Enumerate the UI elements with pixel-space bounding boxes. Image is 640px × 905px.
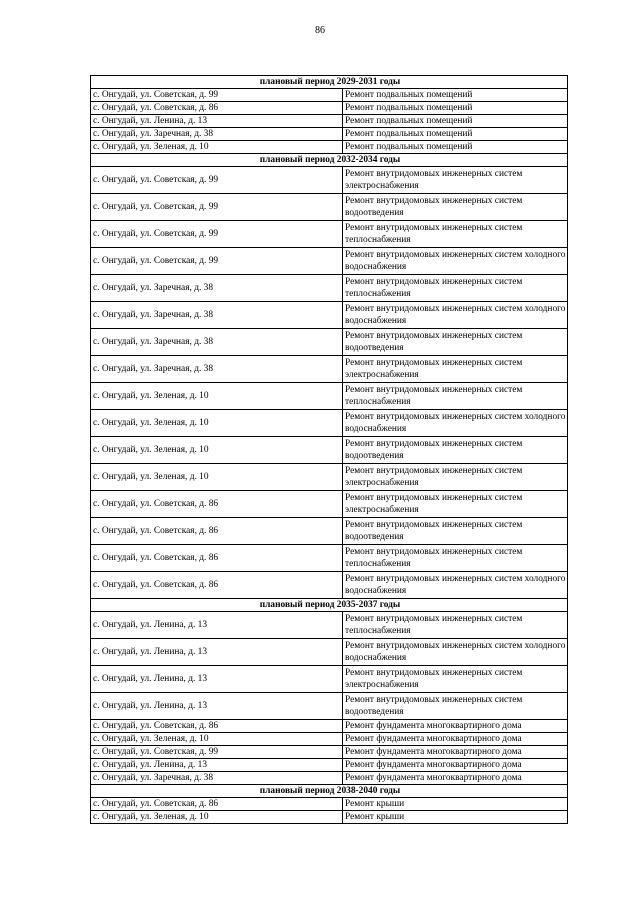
address-cell: с. Онгудай, ул. Зеленая, д. 10 — [91, 141, 343, 154]
table-row — [91, 572, 568, 599]
table-row — [91, 733, 568, 746]
address-cell: с. Онгудай, ул. Советская, д. 99 — [91, 221, 343, 248]
table-row — [91, 383, 568, 410]
table-row — [91, 545, 568, 572]
table-row — [91, 89, 568, 102]
address-cell: с. Онгудай, ул. Советская, д. 99 — [91, 248, 343, 275]
address-cell: с. Онгудай, ул. Зеленая, д. 10 — [91, 383, 343, 410]
table-row — [91, 746, 568, 759]
work-type-cell: Ремонт подвальных помещений — [343, 102, 568, 115]
address-cell: с. Онгудай, ул. Советская, д. 99 — [91, 167, 343, 194]
period-header-row — [91, 599, 568, 612]
table-row — [91, 275, 568, 302]
table-row — [91, 666, 568, 693]
work-type-cell: Ремонт внутридомовых инженерных систем водоотведения — [343, 693, 568, 720]
work-type-cell: Ремонт фундамента многоквартирного дома — [343, 720, 568, 733]
address-cell: с. Онгудай, ул. Ленина, д. 13 — [91, 115, 343, 128]
address-cell: с. Онгудай, ул. Советская, д. 99 — [91, 746, 343, 759]
table-row — [91, 798, 568, 811]
period-header-row — [91, 785, 568, 798]
work-type-cell: Ремонт внутридомовых инженерных систем водоотведения — [343, 518, 568, 545]
period-title: плановый период 2038-2040 годы — [91, 785, 568, 798]
work-type-cell: Ремонт подвальных помещений — [343, 89, 568, 102]
address-cell: с. Онгудай, ул. Зеленая, д. 10 — [91, 811, 343, 824]
work-type-cell: Ремонт подвальных помещений — [343, 141, 568, 154]
table-row — [91, 759, 568, 772]
work-type-cell: Ремонт внутридомовых инженерных систем холодного водоснабжения — [343, 302, 568, 329]
address-cell: с. Онгудай, ул. Заречная, д. 38 — [91, 302, 343, 329]
period-header-row — [91, 154, 568, 167]
address-cell: с. Онгудай, ул. Заречная, д. 38 — [91, 772, 343, 785]
work-type-cell: Ремонт внутридомовых инженерных систем теплоснабжения — [343, 221, 568, 248]
address-cell: с. Онгудай, ул. Советская, д. 86 — [91, 491, 343, 518]
work-type-cell: Ремонт фундамента многоквартирного дома — [343, 772, 568, 785]
table-row — [91, 491, 568, 518]
table-row — [91, 693, 568, 720]
table-row — [91, 128, 568, 141]
address-cell: с. Онгудай, ул. Заречная, д. 38 — [91, 329, 343, 356]
address-cell: с. Онгудай, ул. Заречная, д. 38 — [91, 275, 343, 302]
table-row — [91, 410, 568, 437]
table-row — [91, 772, 568, 785]
address-cell: с. Онгудай, ул. Заречная, д. 38 — [91, 128, 343, 141]
work-type-cell: Ремонт крыши — [343, 811, 568, 824]
table-row — [91, 720, 568, 733]
work-type-cell: Ремонт внутридомовых инженерных систем теплоснабжения — [343, 545, 568, 572]
address-cell: с. Онгудай, ул. Советская, д. 86 — [91, 572, 343, 599]
address-cell: с. Онгудай, ул. Советская, д. 86 — [91, 102, 343, 115]
address-cell: с. Онгудай, ул. Ленина, д. 13 — [91, 612, 343, 639]
repair-schedule-table — [90, 75, 568, 824]
address-cell: с. Онгудай, ул. Зеленая, д. 10 — [91, 410, 343, 437]
table-row — [91, 167, 568, 194]
work-type-cell: Ремонт внутридомовых инженерных систем водоотведения — [343, 194, 568, 221]
address-cell: с. Онгудай, ул. Советская, д. 86 — [91, 545, 343, 572]
period-title: плановый период 2029-2031 годы — [91, 76, 568, 89]
work-type-cell: Ремонт фундамента многоквартирного дома — [343, 759, 568, 772]
table-row — [91, 302, 568, 329]
table-row — [91, 811, 568, 824]
period-title: плановый период 2035-2037 годы — [91, 599, 568, 612]
work-type-cell: Ремонт внутридомовых инженерных систем холодного водоснабжения — [343, 410, 568, 437]
table-row — [91, 248, 568, 275]
address-cell: с. Онгудай, ул. Ленина, д. 13 — [91, 639, 343, 666]
work-type-cell: Ремонт внутридомовых инженерных систем электроснабжения — [343, 356, 568, 383]
period-header-row — [91, 76, 568, 89]
address-cell: с. Онгудай, ул. Заречная, д. 38 — [91, 356, 343, 383]
work-type-cell: Ремонт внутридомовых инженерных систем холодного водоснабжения — [343, 248, 568, 275]
work-type-cell: Ремонт внутридомовых инженерных систем водоотведения — [343, 437, 568, 464]
work-type-cell: Ремонт внутридомовых инженерных систем холодного водоснабжения — [343, 572, 568, 599]
work-type-cell: Ремонт внутридомовых инженерных систем электроснабжения — [343, 491, 568, 518]
table-row — [91, 612, 568, 639]
period-title: плановый период 2032-2034 годы — [91, 154, 568, 167]
table-row — [91, 329, 568, 356]
work-type-cell: Ремонт внутридомовых инженерных систем теплоснабжения — [343, 612, 568, 639]
table-row — [91, 639, 568, 666]
address-cell: с. Онгудай, ул. Зеленая, д. 10 — [91, 464, 343, 491]
address-cell: с. Онгудай, ул. Советская, д. 86 — [91, 518, 343, 545]
table-row — [91, 115, 568, 128]
table-row — [91, 221, 568, 248]
work-type-cell: Ремонт фундамента многоквартирного дома — [343, 733, 568, 746]
work-type-cell: Ремонт внутридомовых инженерных систем электроснабжения — [343, 666, 568, 693]
address-cell: с. Онгудай, ул. Зеленая, д. 10 — [91, 437, 343, 464]
table-row — [91, 194, 568, 221]
work-type-cell: Ремонт внутридомовых инженерных систем холодного водоснабжения — [343, 639, 568, 666]
table-row — [91, 464, 568, 491]
address-cell: с. Онгудай, ул. Ленина, д. 13 — [91, 693, 343, 720]
address-cell: с. Онгудай, ул. Ленина, д. 13 — [91, 759, 343, 772]
address-cell: с. Онгудай, ул. Советская, д. 99 — [91, 194, 343, 221]
table-row — [91, 102, 568, 115]
address-cell: с. Онгудай, ул. Советская, д. 99 — [91, 89, 343, 102]
work-type-cell: Ремонт фундамента многоквартирного дома — [343, 746, 568, 759]
work-type-cell: Ремонт внутридомовых инженерных систем теплоснабжения — [343, 275, 568, 302]
work-type-cell: Ремонт подвальных помещений — [343, 115, 568, 128]
address-cell: с. Онгудай, ул. Советская, д. 86 — [91, 720, 343, 733]
work-type-cell: Ремонт внутридомовых инженерных систем электроснабжения — [343, 167, 568, 194]
work-type-cell: Ремонт подвальных помещений — [343, 128, 568, 141]
address-cell: с. Онгудай, ул. Советская, д. 86 — [91, 798, 343, 811]
table-row — [91, 437, 568, 464]
work-type-cell: Ремонт внутридомовых инженерных систем водоотведения — [343, 329, 568, 356]
page-number: 86 — [315, 25, 325, 36]
repair-schedule-body — [91, 76, 568, 824]
address-cell: с. Онгудай, ул. Ленина, д. 13 — [91, 666, 343, 693]
address-cell: с. Онгудай, ул. Зеленая, д. 10 — [91, 733, 343, 746]
table-row — [91, 141, 568, 154]
work-type-cell: Ремонт крыши — [343, 798, 568, 811]
work-type-cell: Ремонт внутридомовых инженерных систем теплоснабжения — [343, 383, 568, 410]
table-row — [91, 356, 568, 383]
work-type-cell: Ремонт внутридомовых инженерных систем электроснабжения — [343, 464, 568, 491]
table-row — [91, 518, 568, 545]
